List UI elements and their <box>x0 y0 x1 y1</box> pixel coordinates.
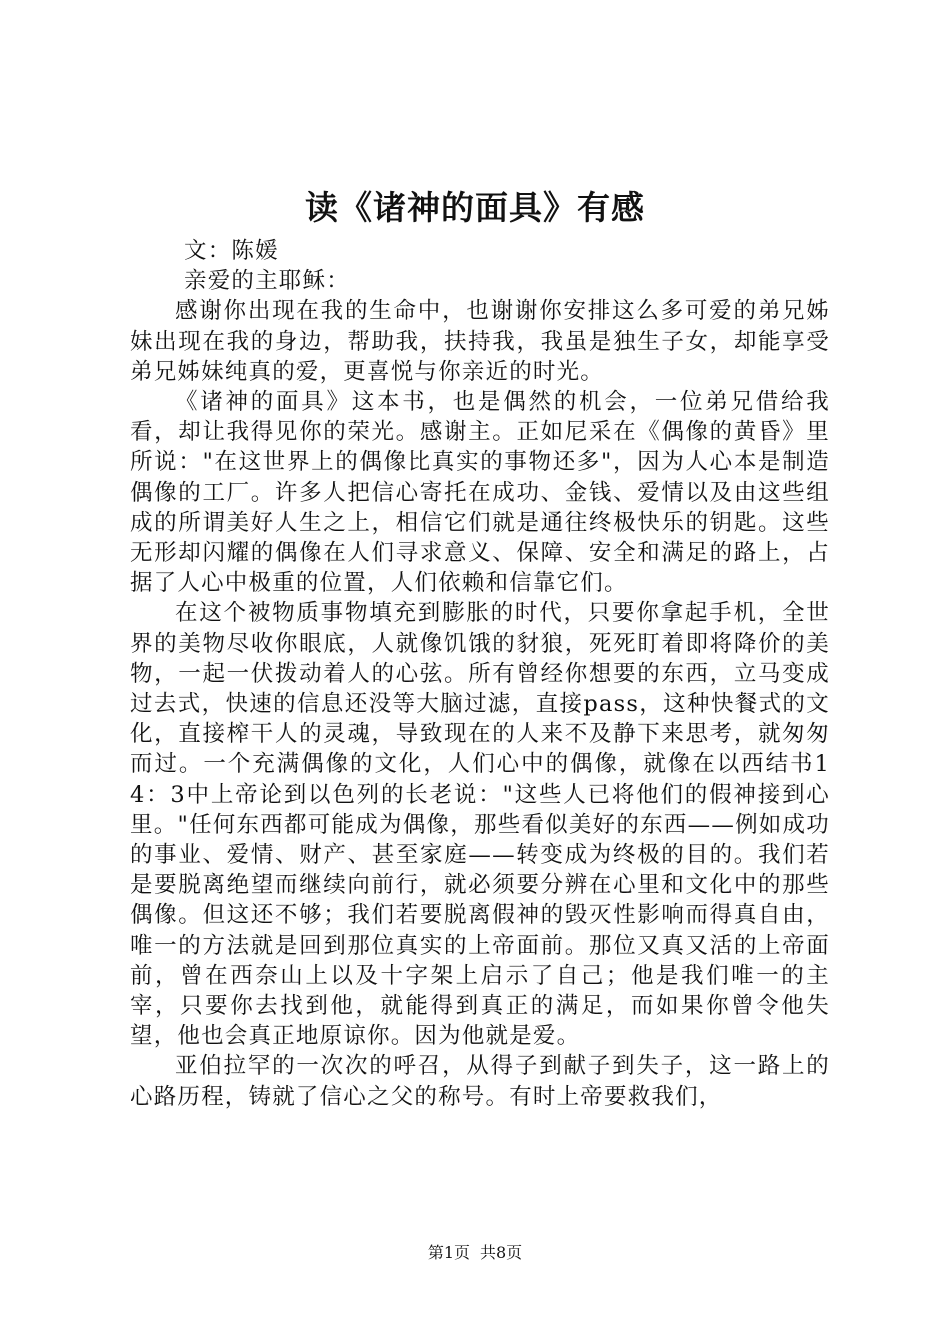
paragraph: 亚伯拉罕的一次次的呼召，从得子到献子到失子，这一路上的心路历程，铸就了信心之父的称号。有时上帝要救我们， <box>130 1053 830 1110</box>
page-footer <box>0 1242 950 1264</box>
page-number: 第1页 <box>427 1243 470 1262</box>
document-body <box>130 236 830 1112</box>
paragraph: 感谢你出现在我的生命中，也谢谢你安排这么多可爱的弟兄姊妹出现在我的身边，帮助我，扶持我，我虽是独生子女，却能享受弟兄姊妹纯真的爱，更喜悦与你亲近的时光。 <box>130 298 830 385</box>
greeting-line: 亲爱的主耶稣： <box>184 268 350 295</box>
author-line: 文：陈媛 <box>184 238 279 264</box>
paragraph: 在这个被物质事物填充到膨胀的时代，只要你拿起手机，全世界的美物尽收你眼底，人就像饥饿的豺狼，死死盯着即将降价的美物，一起一伏拨动着人的心弦。所有曾经你想要的东西，立马变成过去式，快速的信息还没等大脑过滤，直接pass，这种快餐式的文化，直接榨干人的灵魂，导致现在的人来不及静下来思考，就匆匆而过。一个充满偶像的文化，人们心中的偶像，就像在以西结书14：3中上帝论到以色列的长老说："这些人已将他们的假神接到心里。"任何东西都可能成为偶像，那些看似美好的东西——例如成功的事业、爱情、财产、甚至家庭——转变成为终极的目的。我们若是要脱离绝望而继续向前行，就必须要分辨在心里和文化中的那些偶像。但这还不够；我们若要脱离假神的毁灭性影响而得真自由，唯一的方法就是回到那位真实的上帝面前。那位又真又活的上帝面前，曾在西奈山上以及十字架上启示了自己；他是我们唯一的主宰，只要你去找到他，就能得到真正的满足，而如果你曾令他失望，他也会真正地原谅你。因为他就是爱。 <box>130 600 830 1050</box>
document-title: 读《诸神的面具》有感 <box>305 188 645 227</box>
paragraph: 《诸神的面具》这本书，也是偶然的机会，一位弟兄借给我看，却让我得见你的荣光。感谢主。正如尼采在《偶像的黄昏》里所说："在这世界上的偶像比真实的事物还多"，因为人心本是制造偶像的工厂。许多人把信心寄托在成功、金钱、爱情以及由这些组成的所谓美好人生之上，相信它们就是通往终极快乐的钥匙。这些无形却闪耀的偶像在人们寻求意义、保障、安全和满足的路上，占据了人心中极重的位置，人们依赖和信靠它们。 <box>130 389 830 597</box>
page-total: 共8页 <box>480 1243 523 1262</box>
